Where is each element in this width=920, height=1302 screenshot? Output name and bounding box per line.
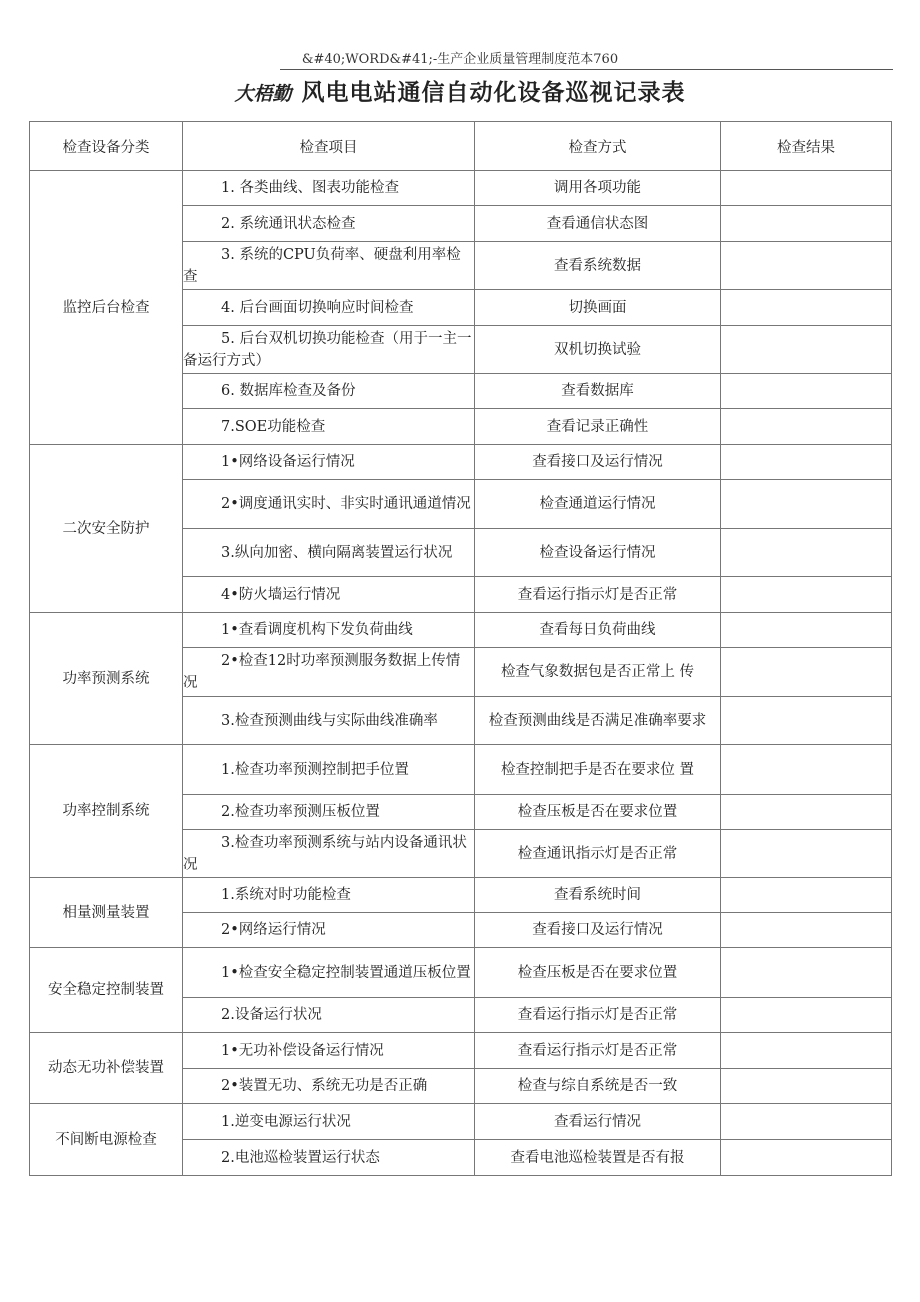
inspection-record-table: [29, 121, 892, 1176]
category-cell: 二次安全防护: [30, 445, 183, 613]
check-item-text: 2.电池巡检装置运行状态: [221, 1149, 380, 1166]
check-item-cell: [183, 1140, 475, 1176]
check-result-cell[interactable]: [721, 613, 892, 648]
check-item-text: 1•检查安全稳定控制装置通道压板位置: [221, 964, 471, 981]
check-result-cell[interactable]: [721, 374, 892, 409]
check-item-cell: [183, 529, 475, 577]
check-method-cell: 查看系统数据: [475, 242, 721, 290]
check-result-cell[interactable]: [721, 795, 892, 830]
check-item-text: 2.检查功率预测压板位置: [221, 804, 380, 820]
check-method-cell: 检查压板是否在要求位置: [475, 948, 721, 998]
check-method-cell: 双机切换试验: [475, 326, 721, 374]
column-header-result: 检查结果: [721, 122, 892, 171]
check-item-text: 1. 各类曲线、图表功能检查: [221, 180, 399, 196]
column-header-method: 检查方式: [475, 122, 721, 171]
check-item-text: 2.设备运行状况: [221, 1007, 322, 1023]
check-item-text: 1.系统对时功能检查: [221, 887, 351, 903]
check-item-text: 5. 后台双机切换功能检查（用于一主一 备运行方式）: [183, 330, 472, 369]
check-method-cell: 检查预测曲线是否满足准确率要求: [475, 697, 721, 745]
check-result-cell[interactable]: [721, 1140, 892, 1176]
check-result-cell[interactable]: [721, 171, 892, 206]
table-row: [30, 745, 892, 795]
check-method-cell: 调用各项功能: [475, 171, 721, 206]
check-method-cell: 查看数据库: [475, 374, 721, 409]
check-result-cell[interactable]: [721, 290, 892, 326]
check-result-cell[interactable]: [721, 326, 892, 374]
check-item-text: 3.检查功率预测系统与站内设备通讯状况: [183, 834, 467, 873]
table-row: [30, 445, 892, 480]
check-item-cell: [183, 374, 475, 409]
check-item-text: 1•网络设备运行情况: [221, 454, 355, 470]
check-item-cell: [183, 878, 475, 913]
check-item-cell: [183, 1104, 475, 1140]
check-result-cell[interactable]: [721, 745, 892, 795]
check-item-text: 6. 数据库检查及备份: [221, 383, 356, 399]
check-item-text: 3. 系统的CPU负荷率、硬盘利用率检查: [183, 246, 461, 285]
table-row: [30, 1104, 892, 1140]
header-divider: [280, 69, 893, 70]
check-method-cell: 检查压板是否在要求位置: [475, 795, 721, 830]
check-method-cell: 检查气象数据包是否正常上 传: [475, 648, 721, 697]
title-brand: 大梧勤: [234, 83, 292, 105]
check-item-cell: [183, 409, 475, 445]
check-method-cell: 检查与综自系统是否一致: [475, 1069, 721, 1104]
check-item-cell: [183, 242, 475, 290]
check-result-cell[interactable]: [721, 577, 892, 613]
table-row: [30, 878, 892, 913]
category-cell: 功率控制系统: [30, 745, 183, 878]
check-result-cell[interactable]: [721, 409, 892, 445]
check-result-cell[interactable]: [721, 998, 892, 1033]
check-item-cell: [183, 830, 475, 878]
check-item-cell: [183, 998, 475, 1033]
check-item-text: 2•检查12时功率预测服务数据上传情况: [183, 653, 461, 691]
check-item-text: 2•调度通讯实时、非实时通讯通道情况: [221, 496, 471, 512]
check-method-cell: 检查通道运行情况: [475, 480, 721, 529]
check-result-cell[interactable]: [721, 830, 892, 878]
check-item-cell: [183, 745, 475, 795]
check-item-text: 3.检查预测曲线与实际曲线准确率: [221, 712, 438, 729]
check-item-text: 4•防火墙运行情况: [221, 586, 341, 603]
check-method-cell: 检查控制把手是否在要求位 置: [475, 745, 721, 795]
check-method-cell: 查看运行情况: [475, 1104, 721, 1140]
check-result-cell[interactable]: [721, 948, 892, 998]
check-method-cell: 切换画面: [475, 290, 721, 326]
check-item-text: 2•装置无功、系统无功是否正确: [221, 1078, 428, 1094]
check-item-cell: [183, 326, 475, 374]
table-row: [30, 171, 892, 206]
check-method-cell: 查看运行指示灯是否正常: [475, 577, 721, 613]
check-method-cell: 查看运行指示灯是否正常: [475, 998, 721, 1033]
check-item-cell: [183, 1033, 475, 1069]
check-item-text: 2•网络运行情况: [221, 922, 326, 938]
check-result-cell[interactable]: [721, 206, 892, 242]
table-body: [30, 171, 892, 1176]
category-cell: 动态无功补偿装置: [30, 1033, 183, 1104]
check-result-cell[interactable]: [721, 878, 892, 913]
check-item-text: 4. 后台画面切换响应时间检查: [221, 299, 414, 316]
check-method-cell: 检查通讯指示灯是否正常: [475, 830, 721, 878]
check-method-cell: 查看电池巡检装置是否有报: [475, 1140, 721, 1176]
check-method-cell: 检查设备运行情况: [475, 529, 721, 577]
check-item-text: 1•无功补偿设备运行情况: [221, 1042, 384, 1059]
column-header-item: 检查项目: [183, 122, 475, 171]
check-item-cell: [183, 206, 475, 242]
check-result-cell[interactable]: [721, 1104, 892, 1140]
check-item-cell: [183, 913, 475, 948]
check-item-cell: [183, 648, 475, 697]
check-item-cell: [183, 290, 475, 326]
category-cell: 功率预测系统: [30, 613, 183, 745]
table-row: [30, 1033, 892, 1069]
check-item-text: 3.纵向加密、横向隔离装置运行状况: [221, 544, 453, 561]
check-result-cell[interactable]: [721, 648, 892, 697]
check-item-text: 7.SOE功能检查: [221, 418, 326, 435]
check-item-text: 1.检查功率预测控制把手位置: [221, 761, 409, 778]
check-result-cell[interactable]: [721, 697, 892, 745]
check-result-cell[interactable]: [721, 445, 892, 480]
check-item-cell: [183, 948, 475, 998]
table-row: [30, 613, 892, 648]
check-result-cell[interactable]: [721, 1033, 892, 1069]
check-item-cell: [183, 445, 475, 480]
check-item-cell: [183, 795, 475, 830]
category-cell: 不间断电源检查: [30, 1104, 183, 1176]
check-result-cell[interactable]: [721, 913, 892, 948]
table-row: [30, 948, 892, 998]
check-method-cell: 查看通信状态图: [475, 206, 721, 242]
check-method-cell: 查看运行指示灯是否正常: [475, 1033, 721, 1069]
check-method-cell: 查看每日负荷曲线: [475, 613, 721, 648]
category-cell: 相量测量装置: [30, 878, 183, 948]
check-item-cell: [183, 1069, 475, 1104]
check-method-cell: 查看系统时间: [475, 878, 721, 913]
check-method-cell: 查看接口及运行情况: [475, 913, 721, 948]
check-item-text: 2. 系统通讯状态检查: [221, 215, 356, 232]
check-item-cell: [183, 613, 475, 648]
check-item-cell: [183, 697, 475, 745]
column-header-category: 检查设备分类: [30, 122, 183, 171]
check-item-text: 1•查看调度机构下发负荷曲线: [221, 622, 413, 638]
check-method-cell: 查看记录正确性: [475, 409, 721, 445]
check-item-text: 1.逆变电源运行状况: [221, 1113, 351, 1130]
title-main: 风电电站通信自动化设备巡视记录表: [301, 79, 686, 106]
check-result-cell[interactable]: [721, 242, 892, 290]
check-item-cell: [183, 480, 475, 529]
check-result-cell[interactable]: [721, 529, 892, 577]
form-title: [0, 78, 920, 110]
check-item-cell: [183, 577, 475, 613]
table-header-row: [30, 122, 892, 171]
check-result-cell[interactable]: [721, 480, 892, 529]
check-method-cell: 查看接口及运行情况: [475, 445, 721, 480]
check-result-cell[interactable]: [721, 1069, 892, 1104]
category-cell: 安全稳定控制装置: [30, 948, 183, 1033]
check-item-cell: [183, 171, 475, 206]
document-header: &#40;WORD&#41;-生产企业质量管理制度范本760: [301, 52, 619, 67]
category-cell: 监控后台检查: [30, 171, 183, 445]
